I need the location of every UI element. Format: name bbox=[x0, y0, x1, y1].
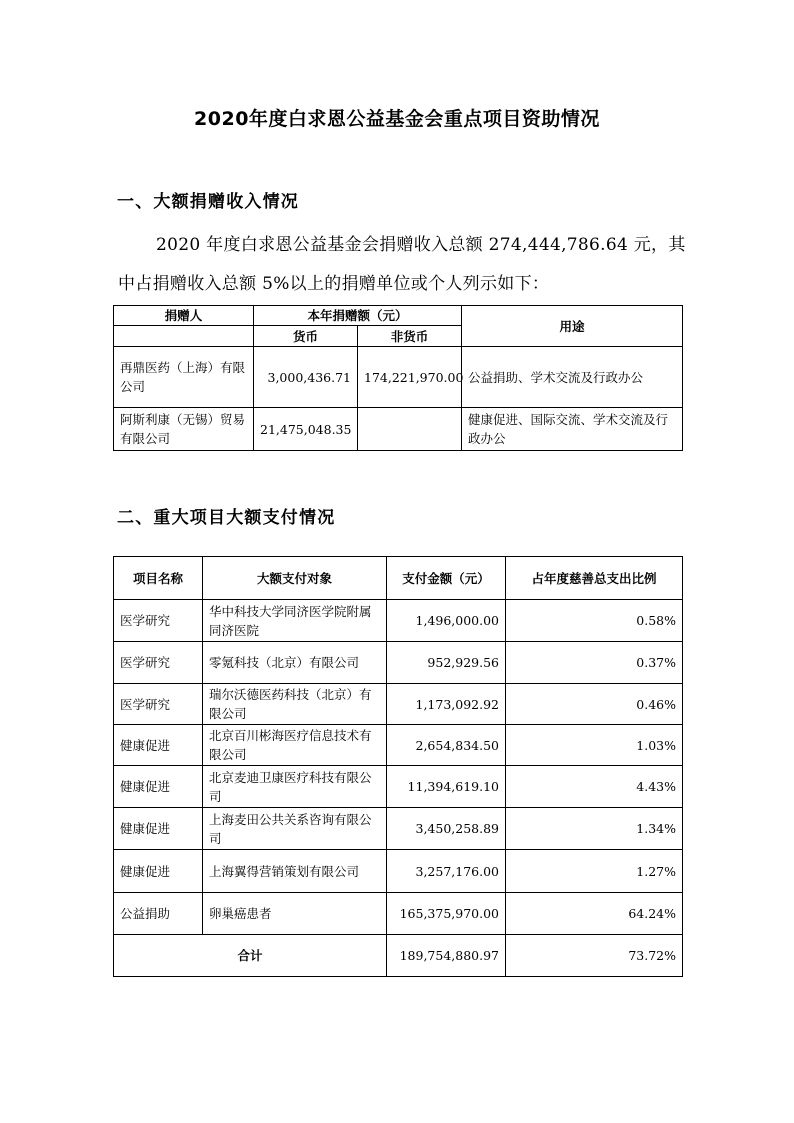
payment-table bbox=[113, 556, 683, 977]
donor-table bbox=[113, 305, 683, 451]
amount: 1,173,092.92 bbox=[387, 684, 506, 725]
recipient: 上海麦田公共关系咨询有限公司 bbox=[203, 808, 387, 850]
usage: 健康促进、国际交流、学术交流及行政办公 bbox=[462, 408, 683, 451]
paragraph-line-1 bbox=[118, 226, 688, 265]
table-row bbox=[114, 893, 683, 935]
recipient: 零氪科技（北京）有限公司 bbox=[203, 642, 387, 684]
donation-summary-paragraph bbox=[118, 226, 688, 304]
cash-amount: 3,000,436.71 bbox=[254, 347, 358, 408]
project-name: 医学研究 bbox=[114, 642, 203, 684]
ratio: 0.46% bbox=[506, 684, 683, 725]
recipient: 华中科技大学同济医学院附属同济医院 bbox=[203, 600, 387, 642]
table-row bbox=[114, 408, 683, 451]
recipient: 瑞尔沃德医药科技（北京）有限公司 bbox=[203, 684, 387, 725]
amount: 1,496,000.00 bbox=[387, 600, 506, 642]
payment-table-header-row bbox=[114, 557, 683, 600]
total-amount: 189,754,880.97 bbox=[387, 935, 506, 977]
table-row bbox=[114, 600, 683, 642]
amount: 11,394,619.10 bbox=[387, 766, 506, 808]
header-donor: 捐赠人 bbox=[114, 306, 254, 326]
ratio: 0.58% bbox=[506, 600, 683, 642]
header-amount: 支付金额（元） bbox=[387, 557, 506, 600]
ratio: 0.37% bbox=[506, 642, 683, 684]
cash-amount: 21,475,048.35 bbox=[254, 408, 358, 451]
non-cash-amount: 174,221,970.00 bbox=[358, 347, 462, 408]
ratio: 1.03% bbox=[506, 725, 683, 766]
project-name: 健康促进 bbox=[114, 850, 203, 893]
table-row bbox=[114, 725, 683, 766]
section-heading-payments: 二、重大项目大额支付情况 bbox=[117, 508, 336, 528]
donor-name: 阿斯利康（无锡）贸易有限公司 bbox=[114, 408, 254, 451]
amount: 952,929.56 bbox=[387, 642, 506, 684]
section-heading-donations: 一、大额捐赠收入情况 bbox=[117, 192, 299, 212]
total-label: 合计 bbox=[114, 935, 387, 977]
total-ratio: 73.72% bbox=[506, 935, 683, 977]
project-name: 医学研究 bbox=[114, 600, 203, 642]
ratio: 4.43% bbox=[506, 766, 683, 808]
header-ratio: 占年度慈善总支出比例 bbox=[506, 557, 683, 600]
project-name: 公益捐助 bbox=[114, 893, 203, 935]
table-row bbox=[114, 642, 683, 684]
amount: 2,654,834.50 bbox=[387, 725, 506, 766]
header-amount-group: 本年捐赠额（元） bbox=[254, 306, 462, 326]
total-row bbox=[114, 935, 683, 977]
header-donor-blank bbox=[114, 326, 254, 347]
header-project: 项目名称 bbox=[114, 557, 203, 600]
amount: 3,450,258.89 bbox=[387, 808, 506, 850]
table-row bbox=[114, 766, 683, 808]
ratio: 1.34% bbox=[506, 808, 683, 850]
recipient: 北京百川彬海医疗信息技术有限公司 bbox=[203, 725, 387, 766]
donor-table-header-row bbox=[114, 306, 683, 326]
paragraph-line-2: 中占捐赠收入总额 5%以上的捐赠单位或个人列示如下： bbox=[118, 274, 550, 294]
table-row bbox=[114, 684, 683, 725]
recipient: 上海翼得营销策划有限公司 bbox=[203, 850, 387, 893]
header-cash: 货币 bbox=[254, 326, 358, 347]
ratio: 1.27% bbox=[506, 850, 683, 893]
ratio: 64.24% bbox=[506, 893, 683, 935]
project-name: 健康促进 bbox=[114, 766, 203, 808]
header-non-cash: 非货币 bbox=[358, 326, 462, 347]
project-name: 健康促进 bbox=[114, 725, 203, 766]
amount: 3,257,176.00 bbox=[387, 850, 506, 893]
recipient: 卵巢癌患者 bbox=[203, 893, 387, 935]
usage: 公益捐助、学术交流及行政办公 bbox=[462, 347, 683, 408]
header-usage: 用途 bbox=[462, 306, 683, 347]
donor-name: 再鼎医药（上海）有限公司 bbox=[114, 347, 254, 408]
project-name: 健康促进 bbox=[114, 808, 203, 850]
table-row bbox=[114, 808, 683, 850]
amount: 165,375,970.00 bbox=[387, 893, 506, 935]
project-name: 医学研究 bbox=[114, 684, 203, 725]
non-cash-amount bbox=[358, 408, 462, 451]
header-recipient: 大额支付对象 bbox=[203, 557, 387, 600]
recipient: 北京麦迪卫康医疗科技有限公司 bbox=[203, 766, 387, 808]
table-row bbox=[114, 850, 683, 893]
table-row bbox=[114, 347, 683, 408]
paragraph-line-1-text: 2020 年度白求恩公益基金会捐赠收入总额 274,444,786.64 元，其 bbox=[156, 235, 686, 255]
page-title: 2020年度白求恩公益基金会重点项目资助情况 bbox=[194, 108, 600, 130]
